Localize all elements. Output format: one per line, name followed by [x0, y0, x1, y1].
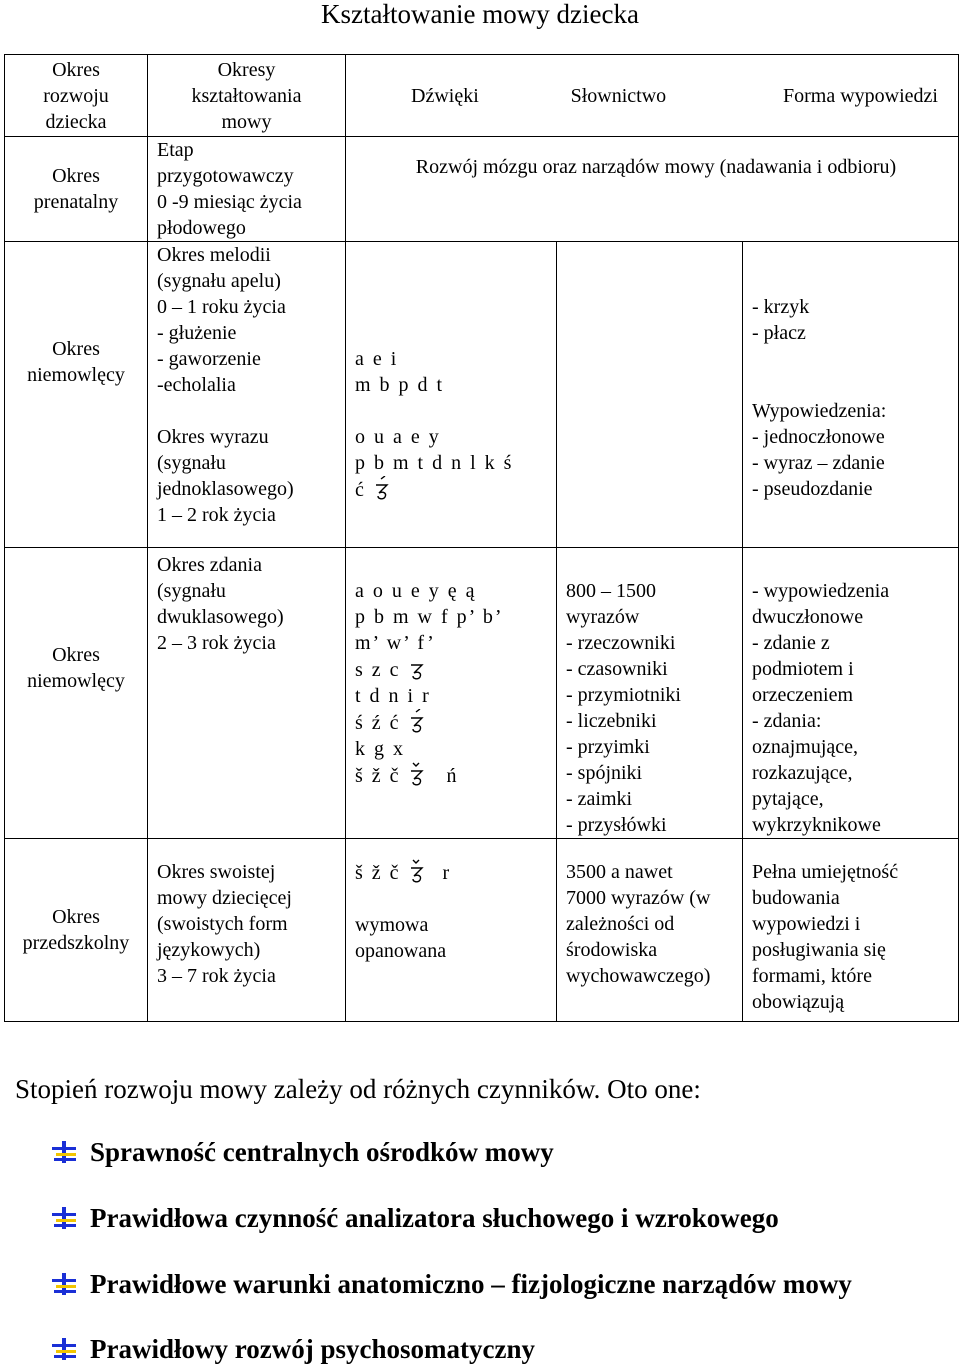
- table-row: [5, 398, 959, 547]
- header-vocabulary: Słownictwo: [570, 84, 667, 107]
- period-cell: Okres przedszkolny: [5, 838, 148, 1021]
- stage-cell: Okres wyrazu (sygnału jednoklasowego) 1 – 2 rok życia: [148, 398, 346, 547]
- speech-development-table: [4, 54, 959, 1022]
- table-header-row: [5, 55, 959, 137]
- dz-glyph-icon: [407, 656, 427, 678]
- header-sounds: Dźwięki: [411, 84, 479, 107]
- sounds-cell: o u a e y p b m t d n l k ś ć: [346, 398, 557, 547]
- table-row: [5, 242, 959, 399]
- table-row: [5, 838, 959, 1021]
- vocabulary-cell: 800 – 1500 wyrazów - rzeczowniki - czasowniki - przymiotniki - liczebniki - przyimki - spójniki - zaimki - przysłówki: [557, 547, 743, 838]
- brain-development-cell: Rozwój mózgu oraz narządów mowy (nadawania i odbioru): [346, 137, 959, 242]
- list-bullet-icon: [52, 1273, 78, 1295]
- stage-cell: Okres melodii (sygnału apelu) 0 – 1 roku życia - głużenie - gaworzenie -echolalia: [148, 242, 346, 399]
- header-stages: Okresy kształtowania mowy: [148, 55, 346, 137]
- document-title: Kształtowanie mowy dziecka: [321, 0, 639, 29]
- list-bullet-icon: [52, 1141, 78, 1163]
- period-cell: Okres niemowlęcy: [5, 547, 148, 838]
- dz-glyph-icon: [407, 709, 427, 731]
- header-period: Okres rozwoju dziecka: [5, 55, 148, 137]
- sounds-cell: a o u e y ę ą p b m w f p’ b’ m’ w’ f’ s z c t d n i r ś ź ć k g x š ž č ń: [346, 547, 557, 838]
- dz-glyph-icon: [407, 859, 427, 881]
- table-row: [5, 137, 959, 242]
- header-columns: [346, 55, 959, 137]
- list-bullet-icon: [52, 1207, 78, 1229]
- table-row: [5, 547, 959, 838]
- period-cell: Okres prenatalny: [5, 137, 148, 242]
- dz-glyph-icon: [407, 762, 427, 784]
- stage-cell: Etap przygotowawczy 0 -9 miesiąc życia płodowego: [148, 137, 346, 242]
- form-cell: Pełna umiejętność budowania wypowiedzi i posługiwania się formami, które obowiązują: [743, 838, 959, 1021]
- form-cell: Wypowiedzenia: - jednoczłonowe - wyraz – zdanie - pseudozdanie: [743, 398, 959, 547]
- sounds-cell: a e i m b p d t: [346, 242, 557, 399]
- stage-cell: Okres zdania (sygnału dwuklasowego) 2 – 3 rok życia: [148, 547, 346, 838]
- stage-cell: Okres swoistej mowy dziecięcej (swoistych form językowych) 3 – 7 rok życia: [148, 838, 346, 1021]
- list-bullet-icon: [52, 1338, 78, 1360]
- form-cell: - krzyk - płacz: [743, 242, 959, 399]
- dz-glyph-icon: [372, 476, 392, 498]
- factors-heading: Stopień rozwoju mowy zależy od różnych czynników. Oto one:: [15, 1074, 701, 1104]
- sounds-cell: š ž č r wymowa opanowana: [346, 838, 557, 1021]
- vocabulary-cell-empty: [557, 242, 743, 548]
- period-cell: Okres niemowlęcy: [5, 242, 148, 548]
- vocabulary-cell: 3500 a nawet 7000 wyrazów (w zależności od środowiska wychowawczego): [557, 838, 743, 1021]
- header-form: Forma wypowiedzi: [783, 84, 938, 107]
- form-cell: - wypowiedzenia dwuczłonowe - zdanie z podmiotem i orzeczeniem - zdania: oznajmujące, rozkazujące, pytające, wykrzyknikowe: [743, 547, 959, 838]
